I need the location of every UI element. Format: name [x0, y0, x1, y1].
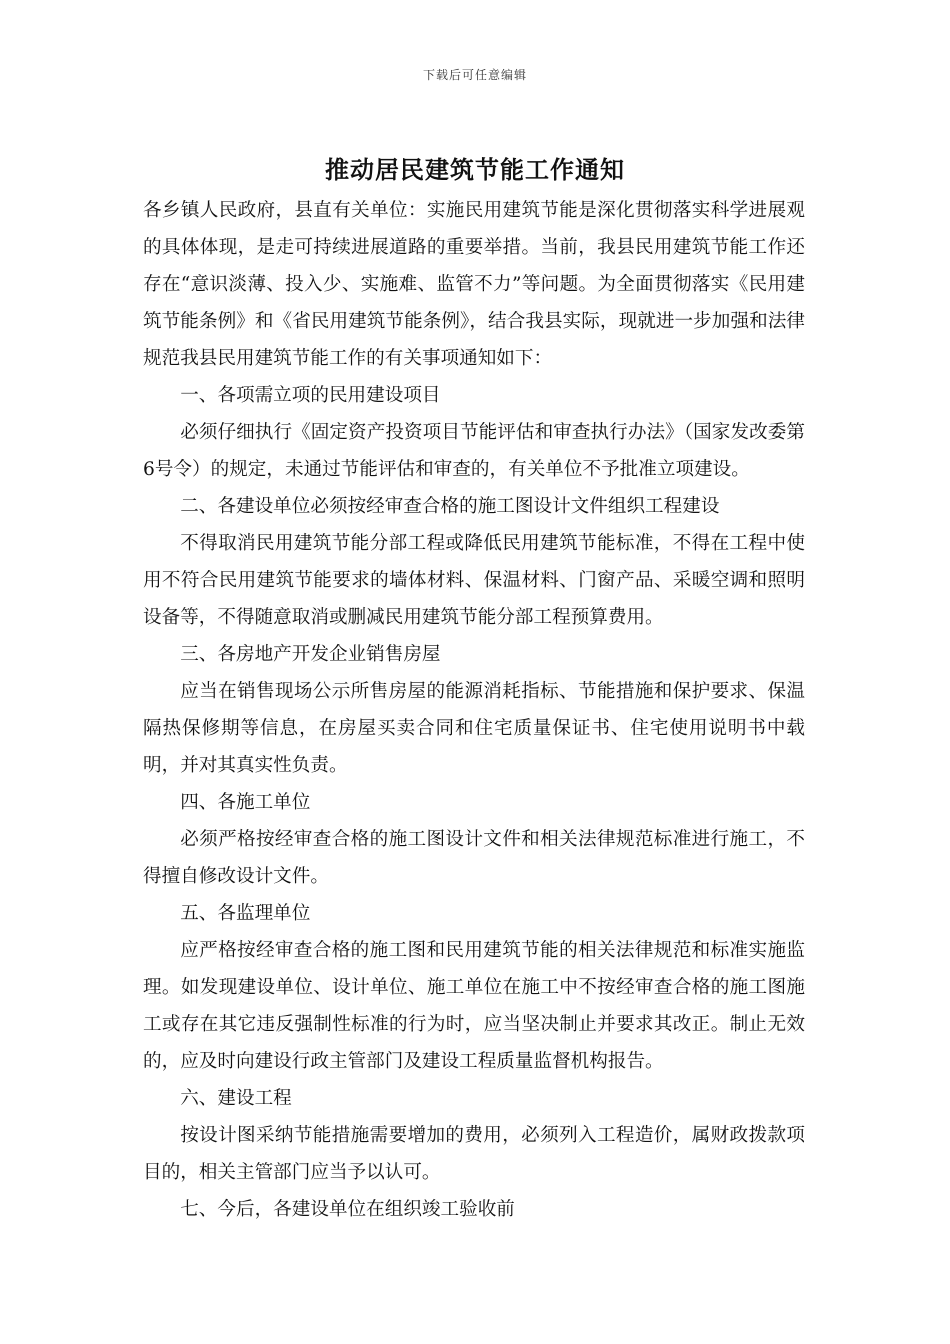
body-paragraph: 七、今后，各建设单位在组织竣工验收前: [180, 1199, 515, 1220]
document-title: 推动居民建筑节能工作通知: [325, 155, 625, 184]
body-paragraph: 必须仔细执行《固定资产投资项目节能评估和审查执行办法》（国家发改委第6号令）的规定，未通过节能评估和审查的，有关单位不予批准立项建设。: [143, 422, 805, 480]
body-paragraph: 四、各施工单位: [180, 792, 311, 813]
body-paragraph: 必须严格按经审查合格的施工图设计文件和相关法律规范标准进行施工，不得擅自修改设计文件。: [143, 829, 805, 887]
body-paragraph: 应当在销售现场公示所售房屋的能源消耗指标、节能措施和保护要求、保温隔热保修期等信息，在房屋买卖合同和住宅质量保证书、住宅使用说明书中载明，并对其真实性负责。: [143, 681, 805, 776]
body-paragraph: 一、各项需立项的民用建设项目: [180, 385, 441, 406]
body-paragraph: 三、各房地产开发企业销售房屋: [180, 644, 441, 665]
body-paragraph: 应严格按经审查合格的施工图和民用建筑节能的相关法律规范和标准实施监理。如发现建设单位、设计单位、施工单位在施工中不按经审查合格的施工图施工或存在其它违反强制性标准的行为时，应当坚决制止并要求其改正。制止无效的，应及时向建设行政主管部门及建设工程质量监督机构报告。: [143, 940, 805, 1072]
body-paragraph: 各乡镇人民政府，县直有关单位：实施民用建筑节能是深化贯彻落实科学进展观的具体体现，是走可持续进展道路的重要举措。当前，我县民用建筑节能工作还存在“意识淡薄、投入少、实施难、监管不力”等问题。为全面贯彻落实《民用建筑节能条例》和《省民用建筑节能条例》，结合我县实际，现就进一步加强和法律规范我县民用建筑节能工作的有关事项通知如下：: [143, 200, 805, 369]
body-paragraph: 五、各监理单位: [180, 903, 311, 924]
header-note: 下载后可任意编辑: [422, 68, 527, 82]
body-paragraph: 不得取消民用建筑节能分部工程或降低民用建筑节能标准，不得在工程中使用不符合民用建筑节能要求的墙体材料、保温材料、门窗产品、采暖空调和照明设备等，不得随意取消或删减民用建筑节能分部工程预算费用。: [143, 533, 805, 628]
document-body: [143, 192, 805, 1228]
body-paragraph: 按设计图采纳节能措施需要增加的费用，必须列入工程造价，属财政拨款项目的，相关主管部门应当予以认可。: [143, 1125, 805, 1183]
body-paragraph: 六、建设工程: [180, 1088, 292, 1109]
body-paragraph: 二、各建设单位必须按经审查合格的施工图设计文件组织工程建设: [180, 496, 720, 517]
